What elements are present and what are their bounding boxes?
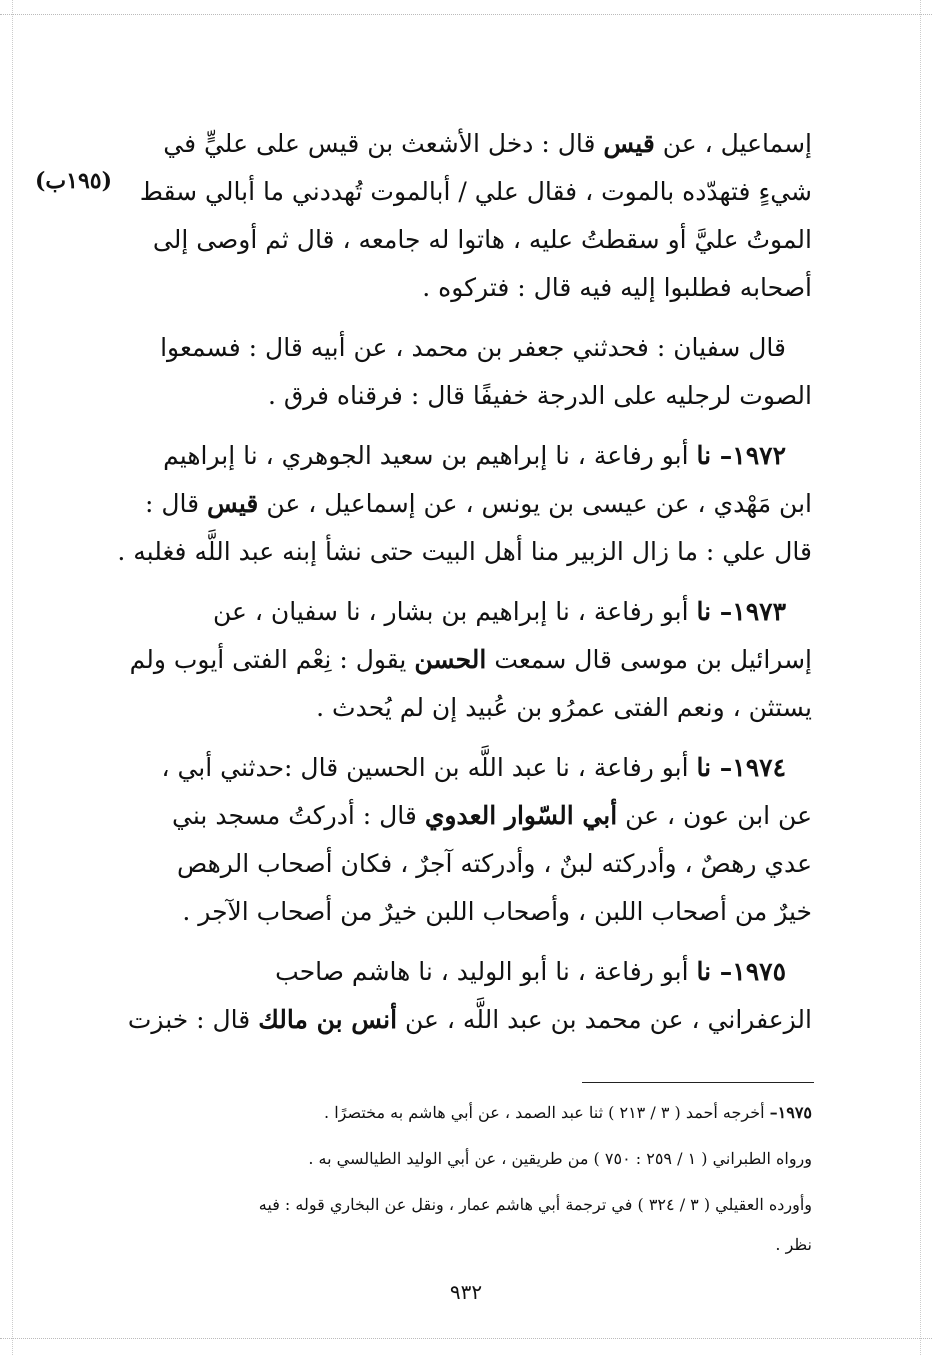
footnote-line: ورواه الطبراني ( ١ / ٢٥٩ : ٧٥٠ ) من طريقين ، عن أبي الوليد الطيالسي به .: [308, 1149, 812, 1168]
margin-folio-note: (١٩٥ب): [35, 168, 112, 194]
paragraph: إسماعيل ، عن قيس قال : دخل الأشعث بن قيس على عليٍّ في شيءٍ فتهدّده بالموت ، فقال علي / أبالموت تُهددني ما أبالي سقط الموتُ عليَّ أو سقطتُ عليه ، هاتوا له جامعه ، قال ثم أوصى إلى أصحابه فطلبوا إليه فيه قال : فتركوه .: [139, 129, 812, 302]
footnote-line: ١٩٧٥– أخرجه أحمد ( ٣ / ٢١٣ ) ثنا عبد الصمد ، عن أبي هاشم به مختصرًا .: [324, 1103, 812, 1122]
hadith-1973: ١٩٧٣– نا أبو رفاعة ، نا إبراهيم بن بشار ، نا سفيان ، عن إسرائيل بن موسى قال سمعت الحسن يقول : نِعْم الفتى أيوب ولم يستثن ، ونعم الفتى عمرُو بن عُبيد إن لم يُحدث .: [129, 597, 812, 722]
footnote-line: وأورده العقيلي ( ٣ / ٣٢٤ ) في ترجمة أبي هاشم عمار ، ونقل عن البخاري قوله : فيه: [258, 1195, 812, 1214]
footnote-separator: [582, 1082, 814, 1083]
hadith-1974: ١٩٧٤– نا أبو رفاعة ، نا عبد اللَّه بن الحسين قال :حدثني أبي ، عن ابن عون ، عن أبي السّوار العدوي قال : أدركتُ مسجد بني عدي رهصٌ ، وأدركته لبنٌ ، وأدركته آجرٌ ، فكان أصحاب الرهص خيرٌ من أصحاب اللبن ، وأصحاب اللبن خيرٌ من أصحاب الآجر .: [161, 753, 812, 926]
main-text: [100, 120, 812, 1044]
hadith-1975: ١٩٧٥– نا أبو رفاعة ، نا أبو الوليد ، نا هاشم صاحب الزعفراني ، عن محمد بن عبد اللَّه ، عن أنس بن مالك قال : خبزت: [127, 957, 812, 1034]
hadith-1972: ١٩٧٢– نا أبو رفاعة ، نا إبراهيم بن سعيد الجوهري ، نا إبراهيم ابن مَهْدي ، عن عيسى بن يونس ، عن إسماعيل ، عن قيس قال : قال علي : ما زال الزبير منا أهل البيت حتى نشأ إبنه عبد اللَّه فغلبه .: [117, 441, 812, 566]
footnote-line: نظر .: [775, 1235, 812, 1254]
page-number: ٩٣٢: [449, 1280, 483, 1304]
paragraph: قال سفيان : فحدثني جعفر بن محمد ، عن أبيه قال : فسمعوا الصوت لرجليه على الدرجة خفيفًا قال : فرقناه فرق .: [160, 333, 812, 410]
